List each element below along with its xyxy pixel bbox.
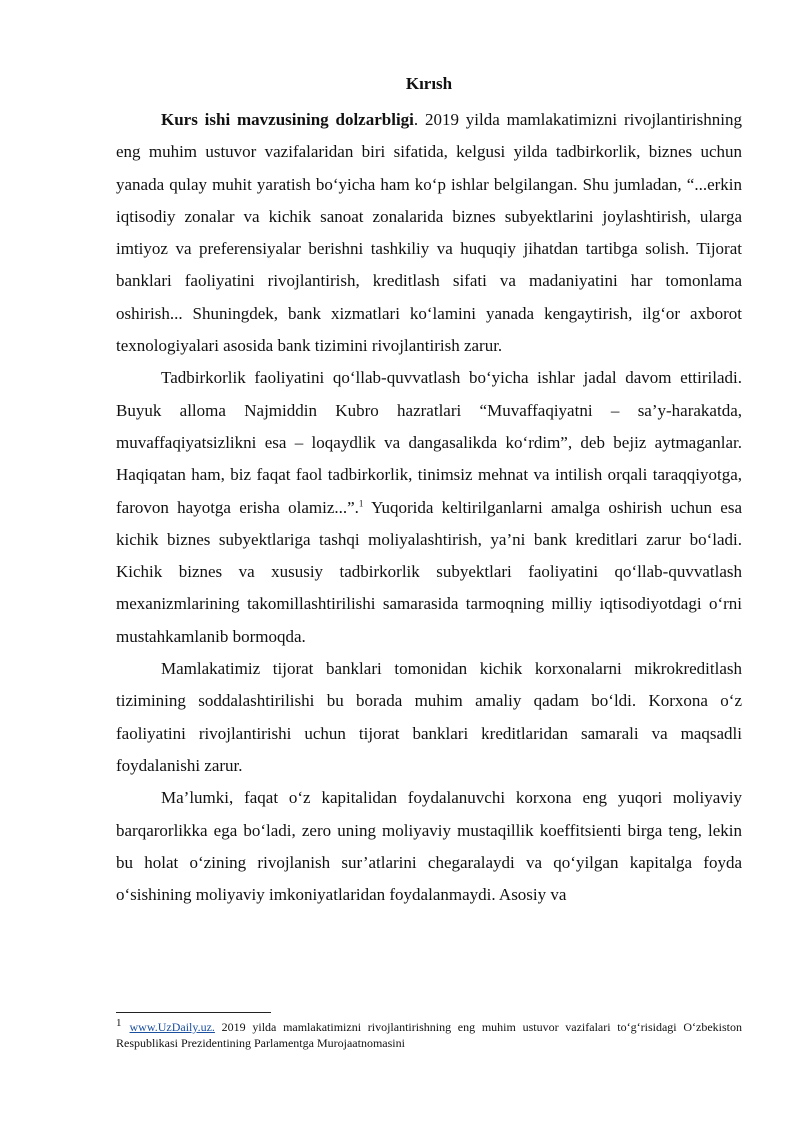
footnote-text: 2019 yilda mamlakatimizni rivojlantirishning eng muhim ustuvor vazifalari to‘g‘risidagi O‘zbekiston Respublikasi Prezidentining Parlamentga Murojaatnomasini [116,1020,742,1050]
paragraph-lead: Kurs ishi mavzusining dolzarbligi [161,110,414,129]
paragraph-1 [116,104,742,362]
paragraph-2 [116,362,742,653]
footnote-number: 1 [116,1017,122,1029]
paragraph-3: Mamlakatimiz tijorat banklari tomonidan kichik korxonalarni mikrokreditlash tizimining soddalashtirilishi bu borada muhim amaliy qadam bo‘ldi. Korxona o‘z faoliyatini rivojlantirishi uchun tijorat banklari kreditlaridan samarali va maqsadli foydalanishi zarur. [116,659,742,775]
paragraph-text: Tadbirkorlik faoliyatini qo‘llab-quvvatlash bo‘yicha ishlar jadal davom ettiriladi. Buyuk alloma Najmiddin Kubro hazratlari “Muvaffaqiyatni – sa’y-harakatda, muvaffaqiyatsizlikni esa – loqaydlik va dangasalikda ko‘rdim”, deb bejiz aytmaganlar. Haqiqatan ham, biz faqat faol tadbirkorlik, tinimsiz mehnat va intilish orqali taraqqiyotga, farovon hayotga erisha olamiz...”. [116,368,742,517]
paragraph-text: Yuqorida keltirilganlarni amalga oshirish uchun esa kichik biznes subyektlariga tashqi moliyalashtirish, ya’ni bank kreditlari zarur bo‘ladi. Kichik biznes va xususiy tadbirkorlik subyektlari faoliyatini qo‘llab-quvvatlash mexanizmlarining takomillashtirilishi samarasida tarmoqning milliy iqtisodiyotdagi o‘rni mustahkamlanib bormoqda. [116,497,742,646]
footnote-divider [116,1012,271,1013]
footnote [116,1019,742,1051]
footnote-link[interactable]: www.UzDaily.uz. [129,1020,215,1034]
document-page [116,72,742,911]
paragraph-4: Ma’lumki, faqat o‘z kapitalidan foydalanuvchi korxona eng yuqori moliyaviy barqarorlikka ega bo‘ladi, zero uning moliyaviy mustaqillik koeffitsienti birga teng, lekin bu holat o‘zining rivojlanish sur’atlarini chegaralaydi va qo‘yilgan kapitalga foyda o‘sishining moliyaviy imkoniyatlaridan foydalanmaydi. Asosiy va [116,788,742,905]
paragraph-text: . 2019 yilda mamlakatimizni rivojlantirishning eng muhim ustuvor vazifalaridan biri sifatida, kelgusi yilda tadbirkorlik, biznes uchun yanada qulay muhit yaratish bo‘yicha ham ko‘p ishlar belgilangan. Shu jumladan, “...erkin iqtisodiy zonalar va kichik sanoat zonalarida biznes subyektlarini joylashtirish, ularga imtiyoz va preferensiyalar berishni tashkiliy va huquqiy jihatdan tartibga solish. Tijorat banklari faoliyatini rivojlantirish, kreditlash sifati va madaniyatini har tomonlama oshirish... Shuningdek, bank xizmatlari ko‘lamini yanada kengaytirish, ilg‘or axborot texnologiyalari asosida bank tizimini rivojlantirish zarur. [116,110,742,356]
page-title: Kırısh [405,74,453,93]
footnote-reference[interactable]: 1 [358,497,364,508]
